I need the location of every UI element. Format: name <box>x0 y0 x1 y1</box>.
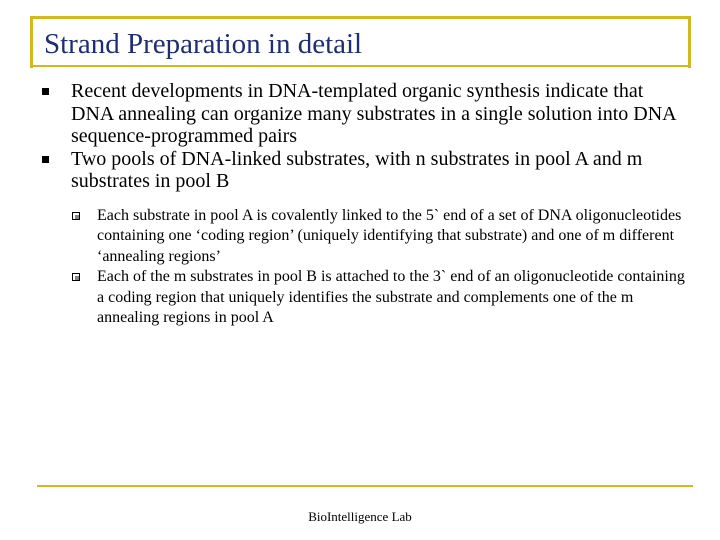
title-underline-rule <box>30 65 691 67</box>
footer-label: BioIntelligence Lab <box>308 509 412 524</box>
sub-bullet-list <box>71 206 690 329</box>
square-bullet-icon <box>42 88 49 95</box>
slide-title: Strand Preparation in detail <box>44 28 363 60</box>
hollow-square-bullet-icon <box>72 212 80 220</box>
bullet-item <box>40 80 690 148</box>
sub-bullet-text: Each of the m substrates in pool B is attached to the 3` end of an oligonucleotide containing a coding region that uniquely identifies the substrate and complements one of the m annealing regions in pool A <box>97 268 685 326</box>
title-frame-top-border <box>30 16 691 19</box>
title-frame-right-border <box>688 16 691 68</box>
title-frame-left-border <box>30 16 33 68</box>
bullet-list <box>40 80 690 329</box>
bullet-item <box>40 148 690 193</box>
sub-bullet-item <box>71 206 690 268</box>
sub-bullet-item <box>71 267 690 329</box>
bullet-text: Two pools of DNA-linked substrates, with n substrates in pool A and m substrates in pool B <box>71 147 643 192</box>
sub-bullet-text: Each substrate in pool A is covalently linked to the 5` end of a set of DNA oligonucleotides containing one ‘coding region’ (uniquely identifying that substrate) and one of m different ‘annealing regions’ <box>97 206 682 265</box>
bullet-text: Recent developments in DNA-templated organic synthesis indicate that DNA annealing can organize many substrates in a single solution into DNA sequence-programmed pairs <box>71 80 676 147</box>
hollow-square-bullet-icon <box>72 273 80 281</box>
footer-rule <box>37 485 693 487</box>
square-bullet-icon <box>42 156 49 163</box>
